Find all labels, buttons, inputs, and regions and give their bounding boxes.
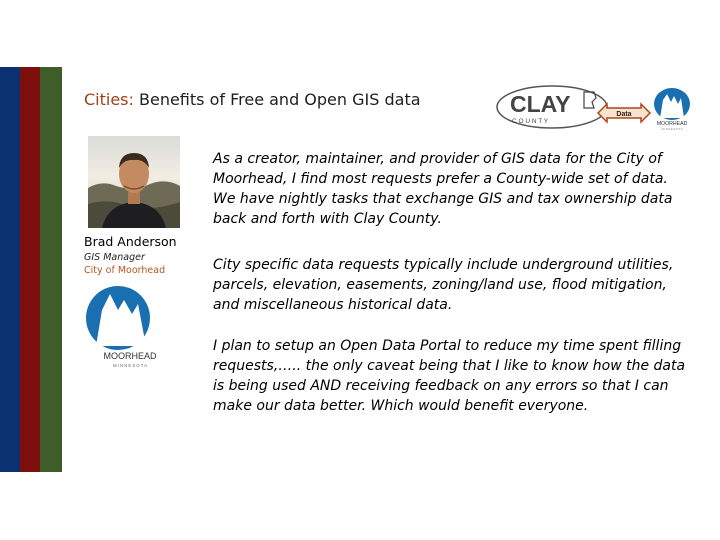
clay-logo-word: CLAY (510, 91, 571, 117)
data-exchange-arrow-icon (596, 100, 652, 126)
slide-title-accent: Cities: (84, 90, 134, 109)
slide-title-rest: Benefits of Free and Open GIS data (133, 90, 421, 109)
clay-logo-sub: C O U N T Y (512, 118, 549, 125)
slide-title (84, 90, 421, 109)
moorhead-large-sub: M I N N E S O T A (113, 363, 147, 368)
moorhead-large-word: MOORHEAD (103, 351, 157, 361)
moorhead-logo-large (84, 284, 164, 370)
paragraph-requests: City specific data requests typically include underground utilities, parcels, elevation, easements, zoning/land use, flood mitigation, and miscellaneous historical data. (213, 257, 674, 313)
person-org: City of Moorhead (84, 265, 166, 276)
person-name: Brad Anderson (84, 234, 177, 249)
moorhead-small-word: MOORHEAD (656, 121, 688, 127)
clay-county-logo (496, 84, 608, 130)
arrow-label: Data (616, 111, 632, 118)
accent-stripe-blue (0, 67, 20, 472)
moorhead-logo-small (650, 86, 694, 132)
paragraph-intro: As a creator, maintainer, and provider of GIS data for the City of Moorhead, I find most requests prefer a County-wide set of data. We have nightly tasks that exchange GIS and tax ownership data back and forth with Clay County. (213, 151, 673, 227)
accent-stripe-red (20, 67, 40, 472)
accent-stripe-green (40, 67, 62, 472)
paragraph-open-data-portal: I plan to setup an Open Data Portal to reduce my time spent filling requests,….. the only caveat being that I like to know how the data is being used AND receiving feedback on any errors so that I can make our data better. Which would benefit everyone. (213, 338, 686, 414)
person-role: GIS Manager (84, 252, 145, 263)
moorhead-small-sub: M I N N E S O T A (661, 128, 683, 131)
person-photo (88, 136, 180, 228)
